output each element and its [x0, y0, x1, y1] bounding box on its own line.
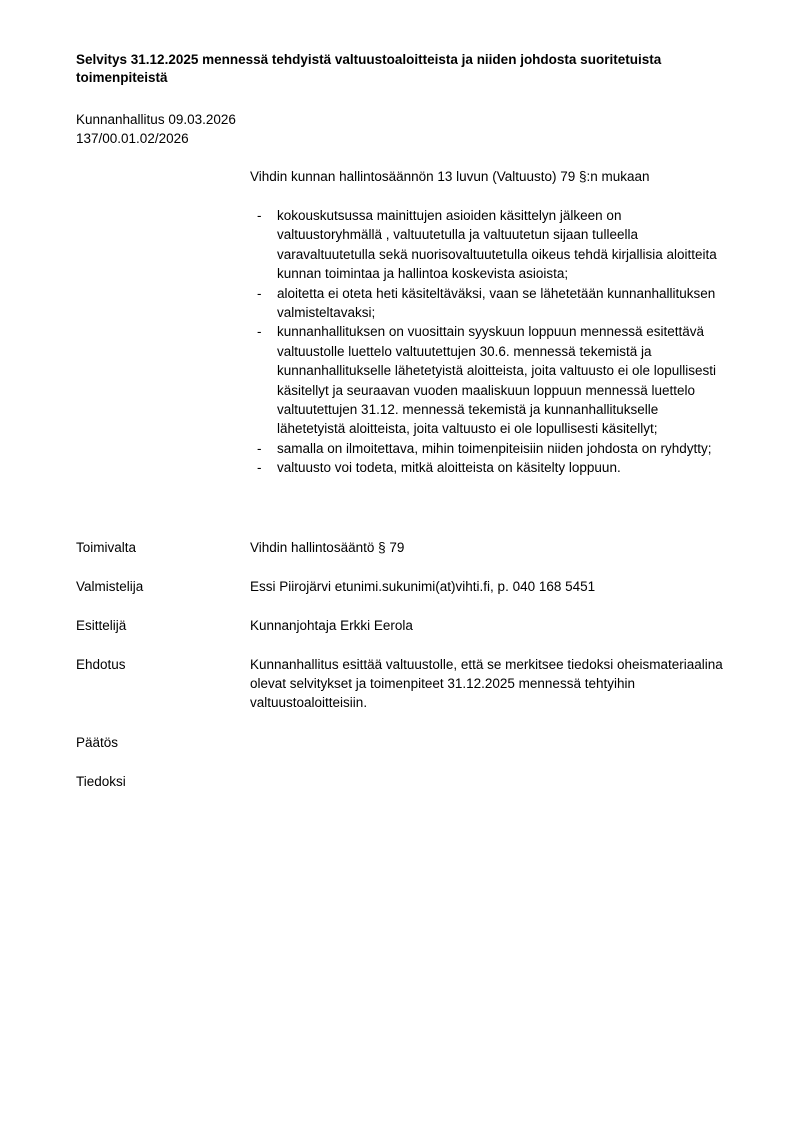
meeting-info [76, 110, 236, 148]
list-item-text: kokouskutsussa mainittujen asioiden käsittelyn jälkeen on valtuustoryhmällä , valtuutetulla ja valtuutetun sijaan tulleella varavaltuutetulla sekä nuorisovaltuutetulla oikeus tehdä kirjallisia aloitteita kunnan toimintaa ja hallintoa koskevista asioista; [277, 208, 717, 282]
field-label: Ehdotus [76, 657, 126, 672]
list-item [250, 284, 720, 323]
field-value: Vihdin hallintosääntö § 79 [250, 540, 405, 555]
list-item [250, 322, 720, 438]
list-item-text: aloitetta ei oteta heti käsiteltäväksi, vaan se lähetetään kunnanhallituksen valmisteltavaksi; [277, 285, 716, 321]
list-item [250, 458, 720, 477]
list-item-text: kunnanhallituksen on vuosittain syyskuun loppuun mennessä esitettävä valtuustolle luettelo valtuutettujen 30.6. mennessä tekemistä ja kunnanhallitukselle lähetetyistä aloitteista, joita valtuusto ei ole lopullisesti käsitellyt ja seuraavan vuoden maaliskuun loppuun mennessä luettelo valtuutettujen 31.12. mennessä tekemistä ja kunnanhallitukselle lähetetyistä aloitteista, joita valtuusto ei ole lopullisesti käsitellyt; [277, 324, 717, 437]
field-label: Tiedoksi [76, 774, 126, 789]
meeting-name: Kunnanhallitus 09.03.2026 [76, 112, 236, 127]
field-label: Valmistelija [76, 579, 144, 594]
rules-list [250, 206, 720, 478]
bullet-marker: - [257, 460, 262, 476]
field-label: Toimivalta [76, 540, 137, 555]
record-number: 137/00.01.02/2026 [76, 131, 189, 146]
document-title: Selvitys 31.12.2025 mennessä tehdyistä valtuustoaloitteista ja niiden johdosta suoritetuista toimenpiteistä [76, 52, 662, 85]
field-label: Esittelijä [76, 618, 127, 633]
list-item [250, 439, 720, 458]
list-item [250, 206, 720, 284]
field-value: Kunnanjohtaja Erkki Eerola [250, 618, 413, 633]
field-value: Kunnanhallitus esittää valtuustolle, että se merkitsee tiedoksi oheismateriaalina olevat selvitykset ja toimenpiteet 31.12.2025 mennessä tehtyihin valtuustoaloitteisiin. [250, 657, 723, 710]
bullet-marker: - [257, 440, 262, 456]
list-item-text: samalla on ilmoitettava, mihin toimenpiteisiin niiden johdosta on ryhdytty; [277, 440, 712, 456]
bullet-marker: - [257, 324, 262, 340]
bullet-marker: - [257, 285, 262, 301]
field-value: Essi Piirojärvi etunimi.sukunimi(at)vihti.fi, p. 040 168 5451 [250, 579, 596, 594]
bullet-marker: - [257, 208, 262, 223]
intro-text: Vihdin kunnan hallintosäännön 13 luvun (Valtuusto) 79 §:n mukaan [250, 169, 650, 184]
field-label: Päätös [76, 735, 119, 750]
list-item-text: valtuusto voi todeta, mitkä aloitteista on käsitelty loppuun. [277, 460, 621, 476]
